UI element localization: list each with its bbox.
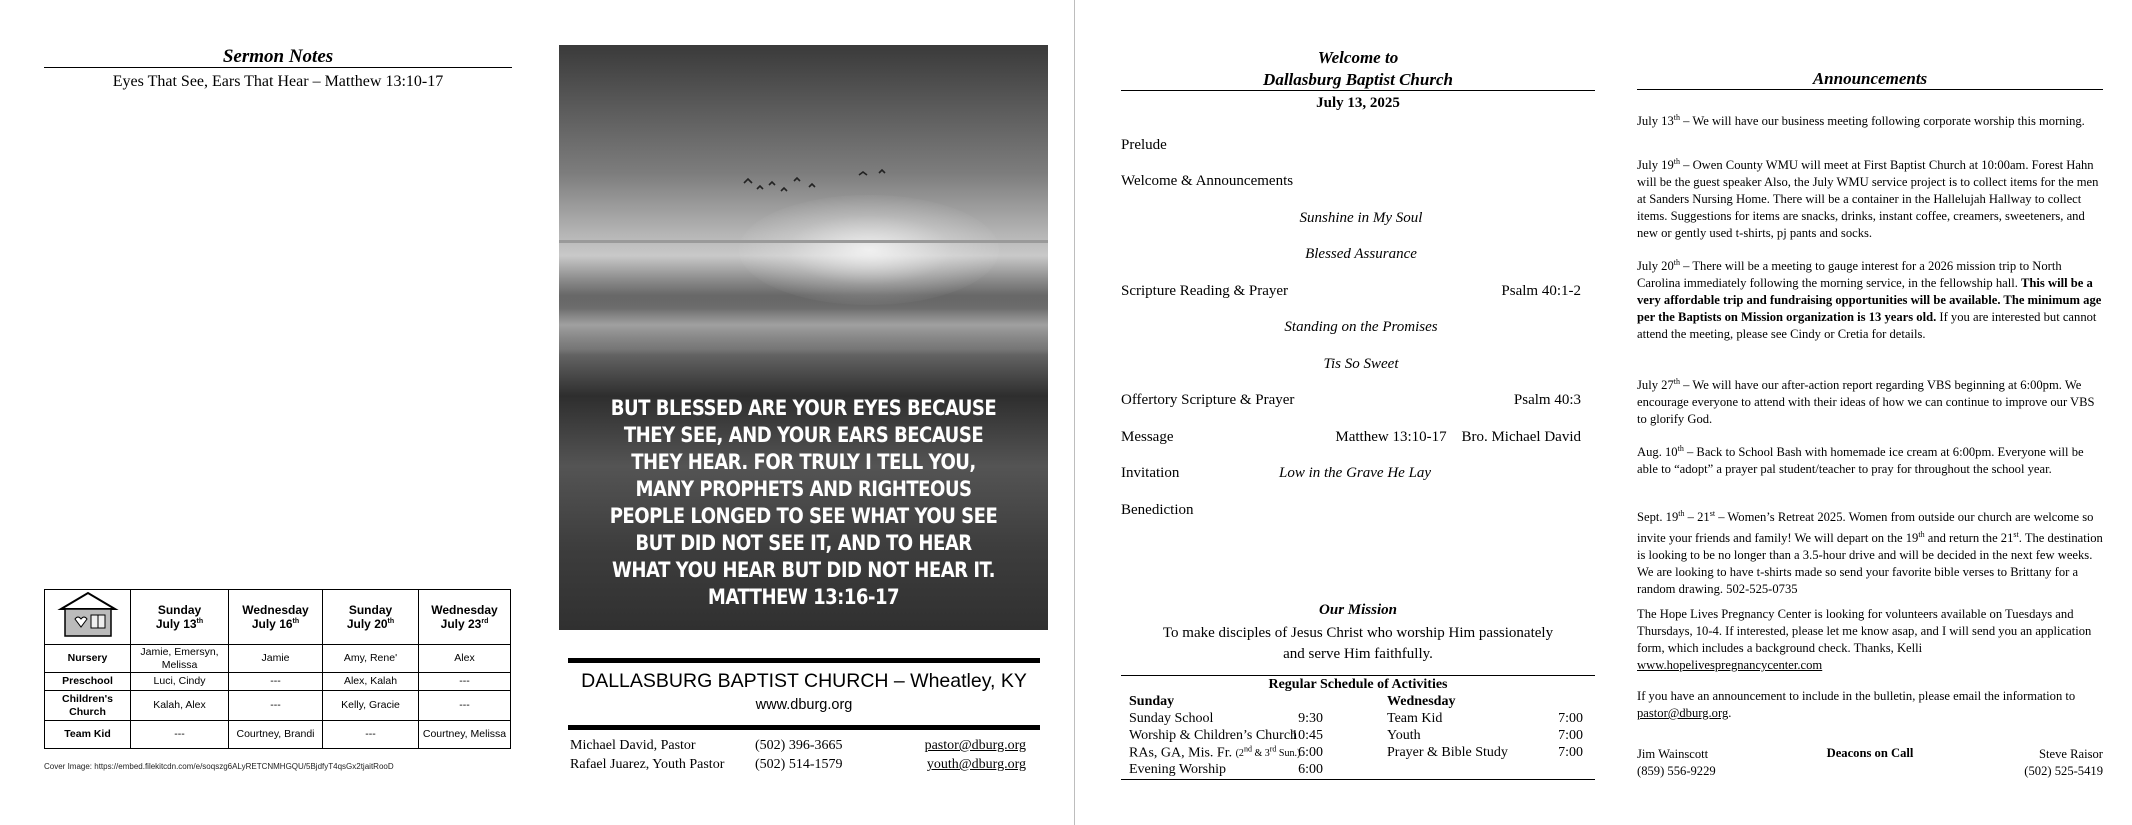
table-cell: Amy, Rene' [323,645,419,673]
announcement-item: Sept. 19th – 21st – Women’s Retreat 2025. Women from outside our church are welcome so invite your friends and family! We will depart on the 19th and return the 21st. The destination is looking to be no longer than a 3.5-hour drive and will be decided in the next few weeks. We are looking to have t-shirts made so send your favorite bible verses to Brittany for a random drawing. 502-525-0735 [1637,509,2103,597]
nursery-table [44,589,511,749]
table-cell: Alex, Kalah [323,673,419,691]
table-cell: Jamie, Emersyn, Melissa [131,645,229,673]
announcement-item: July 19th – Owen County WMU will meet at First Baptist Church at 10:00am. Forest Hahn will be the guest speaker Also, the July WMU service project is to collect items for the men at Sanders Nursing Home. There will be a container in the Hallelujah Hallway to collect items. Suggestions for items are snacks, drinks, instant coffee, creamers, sweeteners, and new or gently used t-shirts, pj pants and socks. [1637,157,2099,241]
verse-text: BUT BLESSED ARE YOUR EYES BECAUSE THEY SEE, AND YOUR EARS BECAUSE THEY HEAR. FOR TRULY I TELL YOU, MANY PROPHETS AND RIGHTEOUS PEOPLE LONGED TO SEE WHAT YOU SEE BUT DID NOT SEE IT, AND TO HEAR WHAT YOU HEAR BUT DID NOT HEAR IT. [609,396,998,582]
house-heart-icon [55,591,121,639]
table-cell: --- [229,691,323,721]
table-cell: --- [419,673,511,691]
col-4-header: Wednesday July 23rd [419,590,511,645]
verse-reference: MATTHEW 13:16-17 [707,585,900,609]
order-prelude: Prelude [1121,137,1167,153]
staff-name: Rafael Juarez, Youth Pastor [570,757,725,772]
mission-text: To make disciples of Jesus Christ who worship Him passionately and serve Him faithfully. [1162,625,1554,662]
order-scripture: Scripture Reading & Prayer Psalm 40:1-2 [1121,283,1581,299]
table-cell: --- [229,673,323,691]
welcome-heading: Welcome to Dallasburg Baptist Church [1263,48,1453,89]
mission-title: Our Mission [1319,602,1397,618]
pastor-email-link[interactable]: pastor@dburg.org [1637,706,1729,720]
deacons-title: Deacons on Call [1826,746,1914,760]
birds-icon [739,165,899,205]
row-label: Nursery [45,645,131,673]
announcement-item: The Hope Lives Pregnancy Center is looking for volunteers available on Tuesdays and Thursdays, 10-4. If interested, please let me know asap, and I will send you an application form, which includes a background check. Thanks, Kelli www.hopelivespregnancycenter.com [1637,607,2092,672]
col-3-header: Sunday July 20th [323,590,419,645]
table-row [45,673,511,691]
staff-phone: (502) 514-1579 [755,757,843,772]
table-cell: Courtney, Melissa [419,721,511,749]
church-bottom-bar [568,725,1040,730]
table-cell: --- [323,721,419,749]
announcement-item: July 20th – There will be a meeting to gauge interest for a 2026 mission trip to North Carolina immediately following the morning service, in the fellowship hall. This will be a very affordable trip and fundraising opportunities will be available. The minimum age per the Baptists on Mission organization is 13 years old. If you are interested but cannot attend the meeting, please see Cindy or Cretia for details. [1637,258,2102,342]
order-song-1: Sunshine in My Soul [1299,210,1423,226]
row-label: Children's Church [45,691,131,721]
table-cell: Courtney, Brandi [229,721,323,749]
order-benediction: Benediction [1121,502,1194,518]
order-offertory: Offertory Scripture & Prayer Psalm 40:3 [1121,392,1581,408]
announcement-item: July 13th – We will have our business meeting following corporate worship this morning. [1637,113,2085,129]
table-cell: --- [419,691,511,721]
table-row [45,645,511,673]
service-date: July 13, 2025 [1316,95,1400,111]
order-message: Message Matthew 13:10-17 Bro. Michael David [1121,429,1581,445]
announcements-rule [1637,89,2103,90]
order-song-2: Blessed Assurance [1305,246,1417,262]
table-cell: --- [131,721,229,749]
cover-image-credit: Cover Image: https://embed.filekitcdn.com/e/soqszg6ALyRETCNMHGQU/5BjdfyT4qsGx2tjaitRooD [44,762,394,771]
schedule-row: RAs, GA, Mis. Fr. (2nd & 3rd Sun.) 6:00 Prayer & Bible Study 7:00 [1129,745,1583,761]
col-2-header: Wednesday July 16th [229,590,323,645]
row-label: Preschool [45,673,131,691]
church-top-bar [568,658,1040,663]
nursery-logo [45,590,131,645]
table-cell: Luci, Cindy [131,673,229,691]
order-song-3: Standing on the Promises [1284,319,1438,335]
church-name: DALLASBURG BAPTIST CHURCH – Wheatley, KY [581,670,1027,692]
table-cell: Kalah, Alex [131,691,229,721]
page-divider [1074,0,1075,825]
announcements-title: Announcements [1812,69,1928,88]
deacons-on-call [1637,746,2103,782]
deacon-left: Jim Wainscott (859) 556-9229 [1637,747,1716,778]
schedule-bottom-rule [1121,779,1595,780]
deacon-right: Steve Raisor (502) 525-5419 [2024,747,2103,778]
order-invitation: Invitation Low in the Grave He Lay [1121,465,1432,481]
staff-email-link[interactable]: youth@dburg.org [926,757,1026,772]
announcement-item: If you have an announcement to include in the bulletin, please email the information to pastor@dburg.org. [1637,689,2076,720]
staff-name: Michael David, Pastor [570,738,696,753]
table-cell: Jamie [229,645,323,673]
table-row [45,691,511,721]
announcement-item: July 27th – We will have our after-action report regarding VBS beginning at 6:00pm. We encourage everyone to attend with their ideas of how we can continue to improve our VBS to glorify God. [1637,377,2095,427]
pregnancy-center-link[interactable]: www.hopelivespregnancycenter.com [1637,658,1823,672]
staff-row-pastor [570,738,1026,756]
sermon-notes-title: Sermon Notes [222,46,334,67]
col-1-header: Sunday July 13th [131,590,229,645]
schedule-top-rule [1121,675,1595,676]
schedule-row: Evening Worship 6:00 [1129,762,1323,777]
sermon-subtitle: Eyes That See, Ears That Hear – Matthew 13:10-17 [112,73,444,90]
schedule-title: Regular Schedule of Activities [1268,677,1448,692]
announcement-item: Aug. 10th – Back to School Bash with homemade ice cream at 6:00pm. Everyone will be able to “adopt” a prayer pal student/teacher to pray for throughout the school year. [1637,444,2084,477]
order-song-4: Tis So Sweet [1323,356,1399,372]
staff-row-youth [570,757,1026,775]
staff-email-link[interactable]: pastor@dburg.org [924,738,1026,753]
schedule-row: Worship & Children’s Church 10:45 Youth 7:00 [1129,728,1583,743]
cover-image [559,45,1048,630]
table-cell: Alex [419,645,511,673]
order-welcome: Welcome & Announcements [1121,173,1294,189]
sermon-rule [44,67,512,68]
sun-glow [739,195,999,305]
row-label: Team Kid [45,721,131,749]
cover-verse [605,395,1001,611]
horizon [559,240,1048,243]
church-website[interactable]: www.dburg.org [755,697,853,713]
welcome-rule [1121,90,1595,91]
shoreline-waves [559,295,1048,355]
table-row [45,721,511,749]
schedule-headers: Sunday Wednesday [1129,694,1456,709]
table-cell: Kelly, Gracie [323,691,419,721]
schedule-row: Sunday School 9:30 Team Kid 7:00 [1129,711,1583,726]
staff-phone: (502) 396-3665 [755,738,843,753]
